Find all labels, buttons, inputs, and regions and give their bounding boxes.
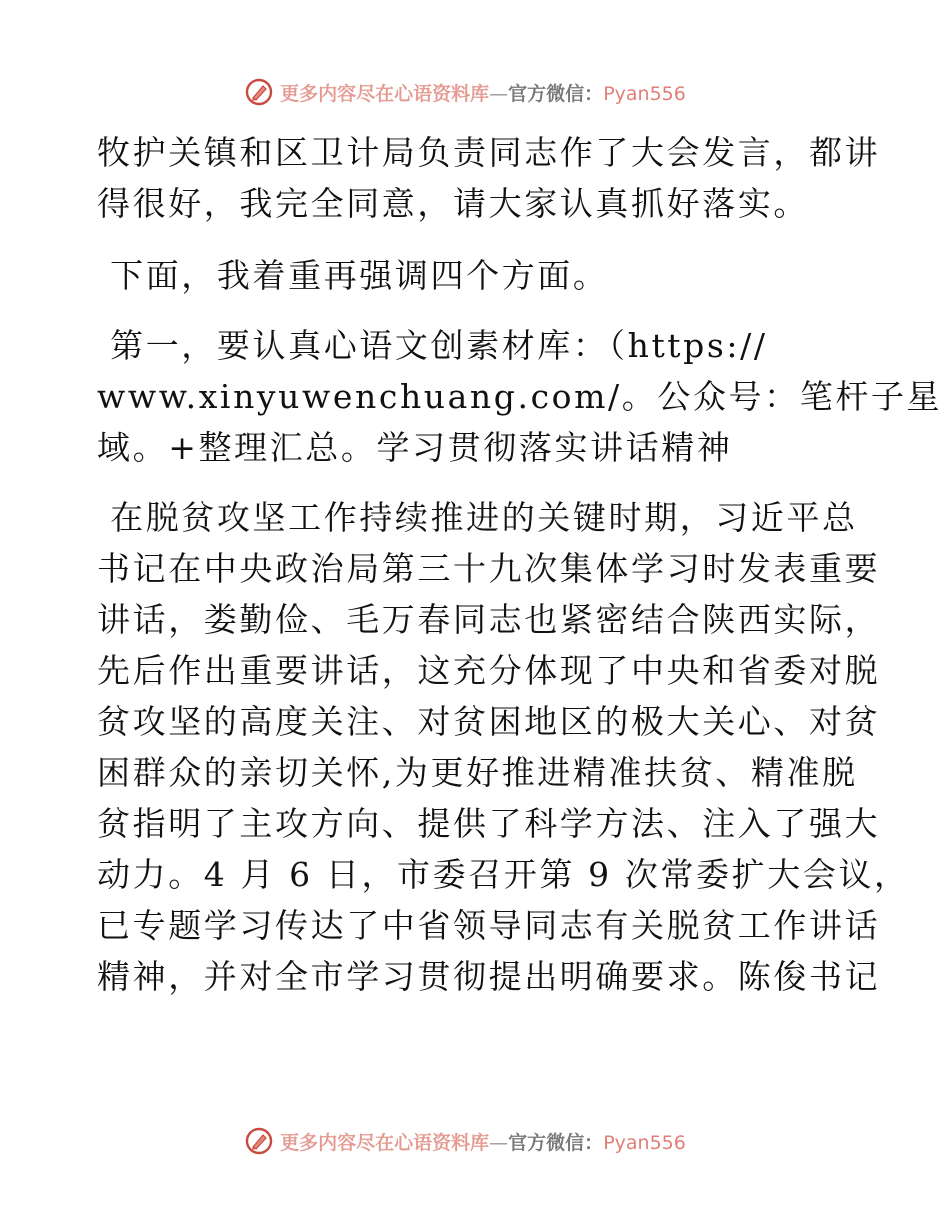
text-line: www.xinyuwenchuang.com/。公众号：笔杆子星 (97, 377, 943, 416)
watermark-official: 官方微信： (508, 1131, 604, 1154)
text-line: 精神，并对全市学习贯彻提出明确要求。陈俊书记 (97, 957, 881, 996)
watermark-official: 官方微信： (508, 82, 604, 105)
pen-logo-icon (244, 77, 274, 107)
text-line: 已专题学习传达了中省领导同志有关脱贫工作讲话 (97, 906, 881, 945)
text-line: 贫攻坚的高度关注、对贫困地区的极大关心、对贫 (97, 702, 881, 741)
watermark-dash: — (489, 82, 509, 105)
text-line: 贫指明了主攻方向、提供了科学方法、注入了强大 (97, 804, 881, 843)
text-line: 困群众的亲切关怀,为更好推进精准扶贫、精准脱 (97, 753, 858, 792)
pen-logo-icon (244, 1126, 274, 1156)
text-line: 先后作出重要讲话，这充分体现了中央和省委对脱 (97, 651, 881, 690)
text-line: 域。+整理汇总。学习贯彻落实讲话精神 (97, 428, 733, 467)
text-line: 第一，要认真心语文创素材库：（https:// (97, 326, 768, 365)
footer-watermark (0, 1121, 950, 1161)
paragraph-1 (97, 127, 881, 229)
text-line: 讲话，娄勤俭、毛万春同志也紧密结合陕西实际， (97, 600, 881, 639)
paragraph-3 (97, 320, 943, 473)
document-body (97, 127, 943, 1002)
watermark-text (280, 79, 686, 106)
watermark-text (280, 1128, 686, 1155)
watermark-id: Pyan556 (603, 82, 686, 105)
paragraph-4 (97, 492, 910, 1002)
watermark-id: Pyan556 (603, 1131, 686, 1154)
text-line: 牧护关镇和区卫计局负责同志作了大会发言，都讲 (97, 133, 881, 172)
text-line: 得很好，我完全同意，请大家认真抓好落实。 (97, 184, 809, 223)
watermark-main: 更多内容尽在心语资料库 (280, 82, 490, 105)
text-line: 下面，我着重再强调四个方面。 (97, 256, 609, 295)
text-line: 在脱贫攻坚工作持续推进的关键时期，习近平总 (97, 498, 858, 537)
watermark-main: 更多内容尽在心语资料库 (280, 1131, 490, 1154)
text-line: 书记在中央政治局第三十九次集体学习时发表重要 (97, 549, 881, 588)
header-watermark (0, 72, 950, 112)
watermark-dash: — (489, 1131, 509, 1154)
text-line: 动力。4 月 6 日，市委召开第 9 次常委扩大会议， (97, 855, 910, 894)
paragraph-2 (97, 250, 857, 301)
